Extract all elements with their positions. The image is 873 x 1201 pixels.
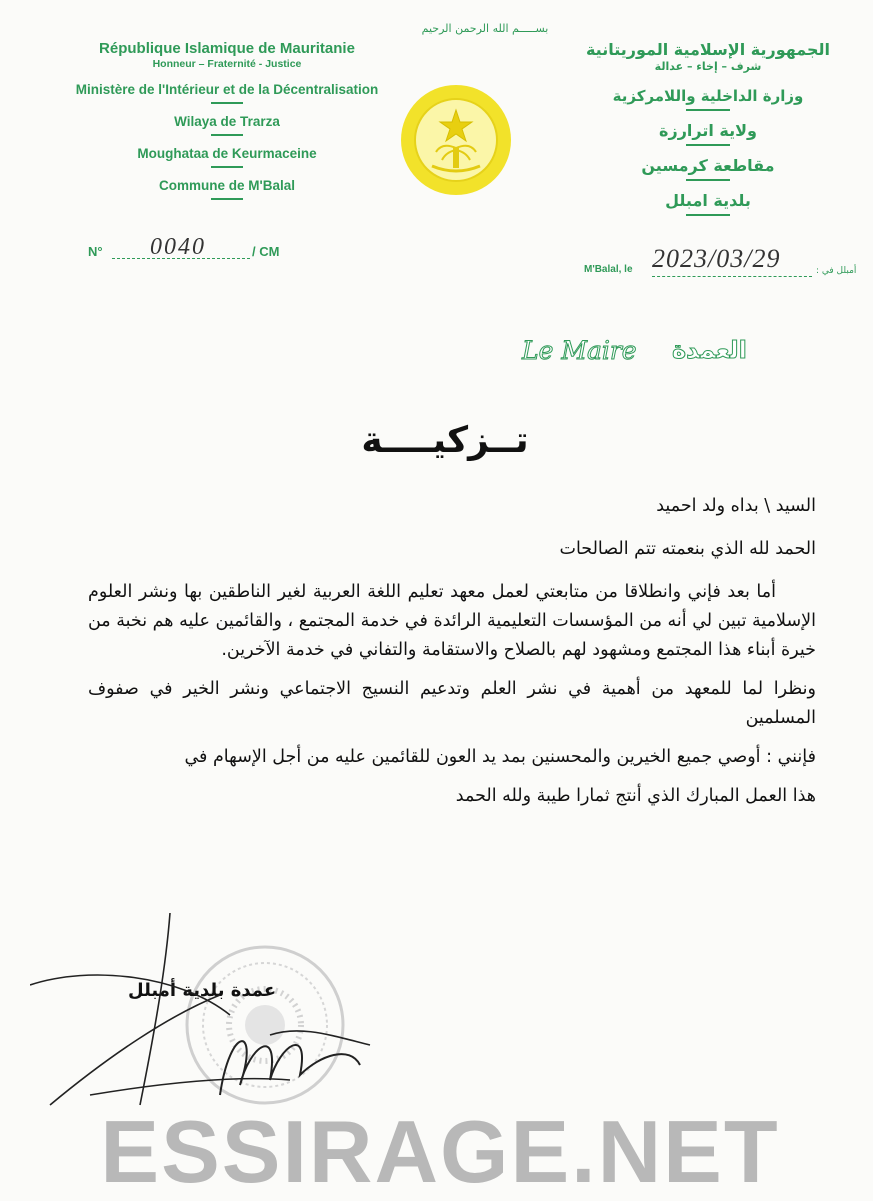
mayor-title-ar: العمدة <box>672 336 747 364</box>
date-label-ar: أمبلل في : <box>816 266 857 276</box>
divider <box>686 214 730 216</box>
divider <box>211 166 243 168</box>
moughataa-ar: مقاطعة كرمسين <box>641 156 775 175</box>
number-suffix: / CM <box>252 244 280 259</box>
watermark: ESSIRAGE.NET <box>100 1102 780 1201</box>
divider <box>686 144 730 146</box>
divider <box>211 102 243 104</box>
date-label-fr: M'Balal, le <box>584 264 633 275</box>
reference-number: 0040 <box>150 234 206 260</box>
letter-body <box>88 492 816 811</box>
paragraph-4: هذا العمل المبارك الذي أنتج ثمارا طيبة ولله الحمد <box>455 786 816 806</box>
moughataa-fr: Moughataa de Keurmaceine <box>137 146 317 161</box>
basmala: بســـــم الله الرحمن الرحيم <box>421 22 549 35</box>
divider <box>211 198 243 200</box>
divider <box>686 109 730 111</box>
document-date: 2023/03/29 <box>652 244 781 273</box>
paragraph-2: ونظرا لما للمعهد من أهمية في نشر العلم وتدعيم النسيج الاجتماعي ونشر الخير في صفوف المسلمين <box>88 679 816 728</box>
commune-ar: بلدية امبلل <box>665 191 751 210</box>
letterhead-ar <box>560 40 856 216</box>
divider <box>686 179 730 181</box>
mayor-title-fr: Le Maire <box>522 336 637 365</box>
paragraph-3: فإنني : أوصي جميع الخيرين والمحسنين بمد يد العون للقائمين عليه من أجل الإسهام في <box>184 747 816 767</box>
wilaya-fr: Wilaya de Trarza <box>174 114 280 129</box>
signatory-title: عمدة بلدية أمبلل <box>128 980 277 1001</box>
country-name-ar: الجمهورية الإسلامية الموريتانية <box>585 40 831 59</box>
paragraph-1: أما بعد فإني وانطلاقا من متابعتي لعمل معهد تعليم اللغة العربية لغير الناطقين بها ونشر العلوم الإسلامية تبين لي أنه من المؤسسات التعليمية الرائدة في خدمة المجتمع ، والقائمين عليه هم نخبة من خيرة أبناء هذا المجتمع ومشهود لهم بالصلاح والاستقامة والتفاني في خدمة الآخرين. <box>87 582 816 660</box>
wilaya-ar: ولاية اترارزة <box>659 121 757 140</box>
commune-fr: Commune de M'Balal <box>159 178 295 193</box>
document-title: تــزكيــــة <box>361 420 529 461</box>
greeting: الحمد لله الذي بنعمته تتم الصالحات <box>559 539 816 559</box>
national-emblem-icon <box>398 82 514 198</box>
country-name-fr: République Islamique de Mauritanie <box>99 40 355 57</box>
ministry-ar: وزارة الداخلية واللامركزية <box>612 87 804 105</box>
motto-ar: شرف – إخاء – عدالة <box>654 60 762 73</box>
signature-icon <box>30 905 430 1135</box>
number-label: N° <box>88 244 103 259</box>
date-dotted-line <box>652 276 812 277</box>
divider <box>211 134 243 136</box>
letterhead-fr <box>62 40 392 200</box>
ministry-fr: Ministère de l'Intérieur et de la Décentralisation <box>75 82 379 97</box>
recipient: السيد \ بداه ولد احميد <box>656 496 816 516</box>
motto-fr: Honneur – Fraternité - Justice <box>152 58 302 70</box>
